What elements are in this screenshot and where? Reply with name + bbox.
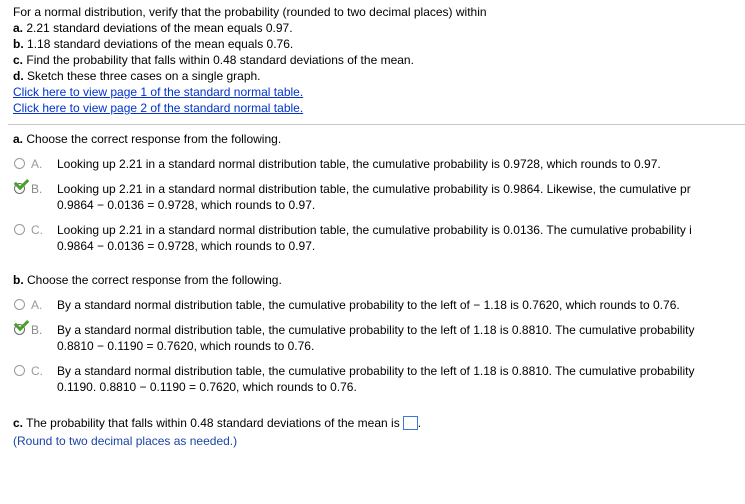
- option-text: Looking up 2.21 in a standard normal distribution table, the cumulative probability is 0.9864. Likewise, the cumulative pr: [57, 182, 691, 196]
- item-a-label: a.: [13, 21, 24, 35]
- option-letter: A.: [31, 298, 43, 312]
- part-b-prompt-text: Choose the correct response from the following.: [27, 273, 282, 287]
- option-text-continued: 0.9864 − 0.0136 = 0.9728, which rounds to 0.97.: [57, 198, 316, 212]
- item-b-value: 1.18: [27, 37, 51, 51]
- radio-button[interactable]: [14, 224, 25, 235]
- item-d-label: d.: [13, 69, 24, 83]
- part-c-label: c.: [13, 416, 24, 430]
- part-b-prompt: [13, 272, 282, 288]
- option-text: By a standard normal distribution table, the cumulative probability to the left of 1.18 is 0.8810. The cumulative probability: [57, 364, 695, 378]
- item-a-value: 2.21: [26, 21, 50, 35]
- option-text: Looking up 2.21 in a standard normal distribution table, the cumulative probability is 0.0136. The cumulative probability i: [57, 223, 692, 237]
- option-letter: B.: [31, 323, 43, 337]
- problem-item-a: [13, 20, 293, 36]
- option-letter: C.: [31, 364, 43, 378]
- answer-input[interactable]: [403, 416, 418, 430]
- option-letter: A.: [31, 157, 43, 171]
- option-text: By a standard normal distribution table, the cumulative probability to the left of − 1.18 is 0.7620, which rounds to 0.76.: [57, 298, 680, 312]
- option-letter: C.: [31, 223, 43, 237]
- option-text-continued: 0.9864 − 0.0136 = 0.9728, which rounds to 0.97.: [57, 239, 316, 253]
- option-text-continued: 0.1190. 0.8810 − 0.1190 = 0.7620, which rounds to 0.76.: [57, 380, 357, 394]
- item-c-text: Find the probability that falls within 0.48 standard deviations of the mean.: [26, 53, 414, 67]
- radio-button[interactable]: [14, 365, 25, 376]
- item-b-text: standard deviations of the mean equals 0.76.: [53, 37, 294, 51]
- item-a-text: standard deviations of the mean equals 0.97.: [53, 21, 293, 35]
- part-a-prompt-text: Choose the correct response from the following.: [26, 132, 282, 146]
- part-a-prompt: [13, 131, 281, 147]
- item-d-text: Sketch these three cases on a single graph.: [27, 69, 261, 83]
- problem-item-d: [13, 68, 261, 84]
- radio-button[interactable]: [14, 158, 25, 169]
- item-b-label: b.: [13, 37, 24, 51]
- normal-table-page2-link[interactable]: Click here to view page 2 of the standard normal table.: [13, 101, 304, 115]
- option-text: Looking up 2.21 in a standard normal distribution table, the cumulative probability is 0.9728, which rounds to 0.97.: [57, 157, 661, 171]
- radio-button[interactable]: [14, 299, 25, 310]
- normal-table-page1-link[interactable]: Click here to view page 1 of the standard normal table.: [13, 85, 304, 99]
- divider: [8, 124, 745, 125]
- option-text-continued: 0.8810 − 0.1190 = 0.7620, which rounds to 0.76.: [57, 339, 315, 353]
- rounding-hint: (Round to two decimal places as needed.): [13, 434, 238, 448]
- part-c-text: The probability that falls within 0.48 standard deviations of the mean is: [26, 416, 400, 430]
- option-text: By a standard normal distribution table, the cumulative probability to the left of 1.18 is 0.8810. The cumulative probability: [57, 323, 695, 337]
- period-text: .: [417, 416, 422, 430]
- part-c-question: [13, 415, 421, 431]
- part-b-label: b.: [13, 273, 24, 287]
- item-c-label: c.: [13, 53, 24, 67]
- option-letter: B.: [31, 182, 43, 196]
- problem-item-b: [13, 36, 293, 52]
- part-a-label: a.: [13, 132, 24, 146]
- problem-intro: For a normal distribution, verify that the probability (rounded to two decimal places) within: [13, 5, 487, 19]
- problem-item-c: [13, 52, 414, 68]
